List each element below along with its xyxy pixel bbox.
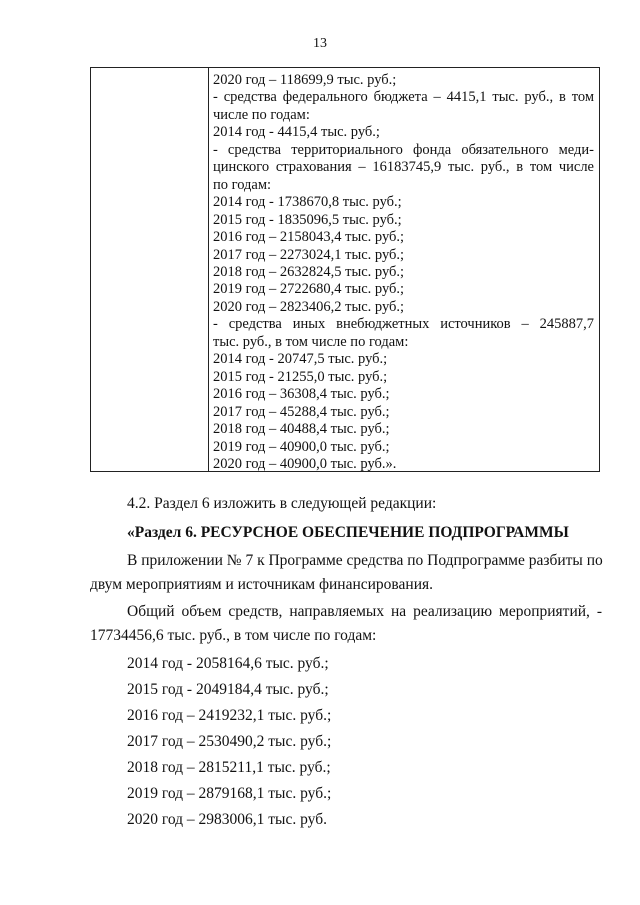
table-line: 2016 год – 2158043,4 тыс. руб.; <box>213 229 405 246</box>
table-line: 2020 год – 2823406,2 тыс. руб.; <box>213 298 405 315</box>
year-line: 2020 год – 2983006,1 тыс. руб. <box>127 811 327 828</box>
table-line: 2014 год - 4415,4 тыс. руб.; <box>213 124 380 141</box>
year-line: 2017 год – 2530490,2 тыс. руб.; <box>127 733 332 750</box>
table-line: 2014 год - 1738670,8 тыс. руб.; <box>213 194 402 211</box>
funding-table-cell <box>213 72 594 473</box>
table-line: числе по годам: <box>213 106 310 123</box>
table-line: 2020 год – 40900,0 тыс. руб.». <box>213 455 397 472</box>
page-number: 13 <box>313 36 327 51</box>
table-line: 2015 год - 1835096,5 тыс. руб.; <box>213 211 402 228</box>
paragraph-line: двум мероприятиям и источникам финансирования. <box>90 576 434 593</box>
section-intro: 4.2. Раздел 6 изложить в следующей редакции: <box>127 495 437 512</box>
paragraph-text: В приложении № 7 к Программе средства по Подпрограмме разбиты по <box>127 552 603 569</box>
table-line: 2019 год – 40900,0 тыс. руб.; <box>213 438 390 455</box>
funding-table <box>90 67 600 472</box>
table-line: 2020 год – 118699,9 тыс. руб.; <box>213 72 397 88</box>
section-heading: «Раздел 6. РЕСУРСНОЕ ОБЕСПЕЧЕНИЕ ПОДПРОГРАММЫ <box>127 524 569 541</box>
paragraph-line: 17734456,6 тыс. руб., в том числе по годам: <box>90 627 377 644</box>
table-line: 2016 год – 36308,4 тыс. руб.; <box>213 386 390 403</box>
paragraph-text: Общий объем средств, направляемых на реализацию мероприятий, - <box>127 603 602 620</box>
year-line: 2015 год - 2049184,4 тыс. руб.; <box>127 681 329 698</box>
paragraph-line <box>127 551 602 571</box>
table-line: 2015 год - 21255,0 тыс. руб.; <box>213 368 388 385</box>
year-line: 2016 год – 2419232,1 тыс. руб.; <box>127 707 332 724</box>
table-line: 2019 год – 2722680,4 тыс. руб.; <box>213 281 405 298</box>
table-line: 2018 год – 2632824,5 тыс. руб.; <box>213 263 405 280</box>
paragraph-line <box>127 602 602 622</box>
table-line: 2017 год – 2273024,1 тыс. руб.; <box>213 246 405 263</box>
table-line: тыс. руб., в том числе по годам: <box>213 333 409 350</box>
table-column-divider <box>208 68 209 471</box>
table-line: 2014 год - 20747,5 тыс. руб.; <box>213 351 388 368</box>
year-line: 2018 год – 2815211,1 тыс. руб.; <box>127 759 331 776</box>
table-line: 2018 год – 40488,4 тыс. руб.; <box>213 421 390 438</box>
year-line: 2019 год – 2879168,1 тыс. руб.; <box>127 785 332 802</box>
table-line: 2017 год – 45288,4 тыс. руб.; <box>213 403 390 420</box>
year-line: 2014 год - 2058164,6 тыс. руб.; <box>127 655 329 672</box>
table-line: - средства федерального бюджета – 4415,1 тыс. руб., в том <box>213 89 594 106</box>
table-line: - средства территориального фонда обязательного меди- <box>213 141 594 158</box>
table-line: по годам: <box>213 176 272 193</box>
table-line: цинского страхования – 16183745,9 тыс. руб., в том числе <box>213 159 594 176</box>
table-line: - средства иных внебюджетных источников – 245887,7 <box>213 316 594 333</box>
